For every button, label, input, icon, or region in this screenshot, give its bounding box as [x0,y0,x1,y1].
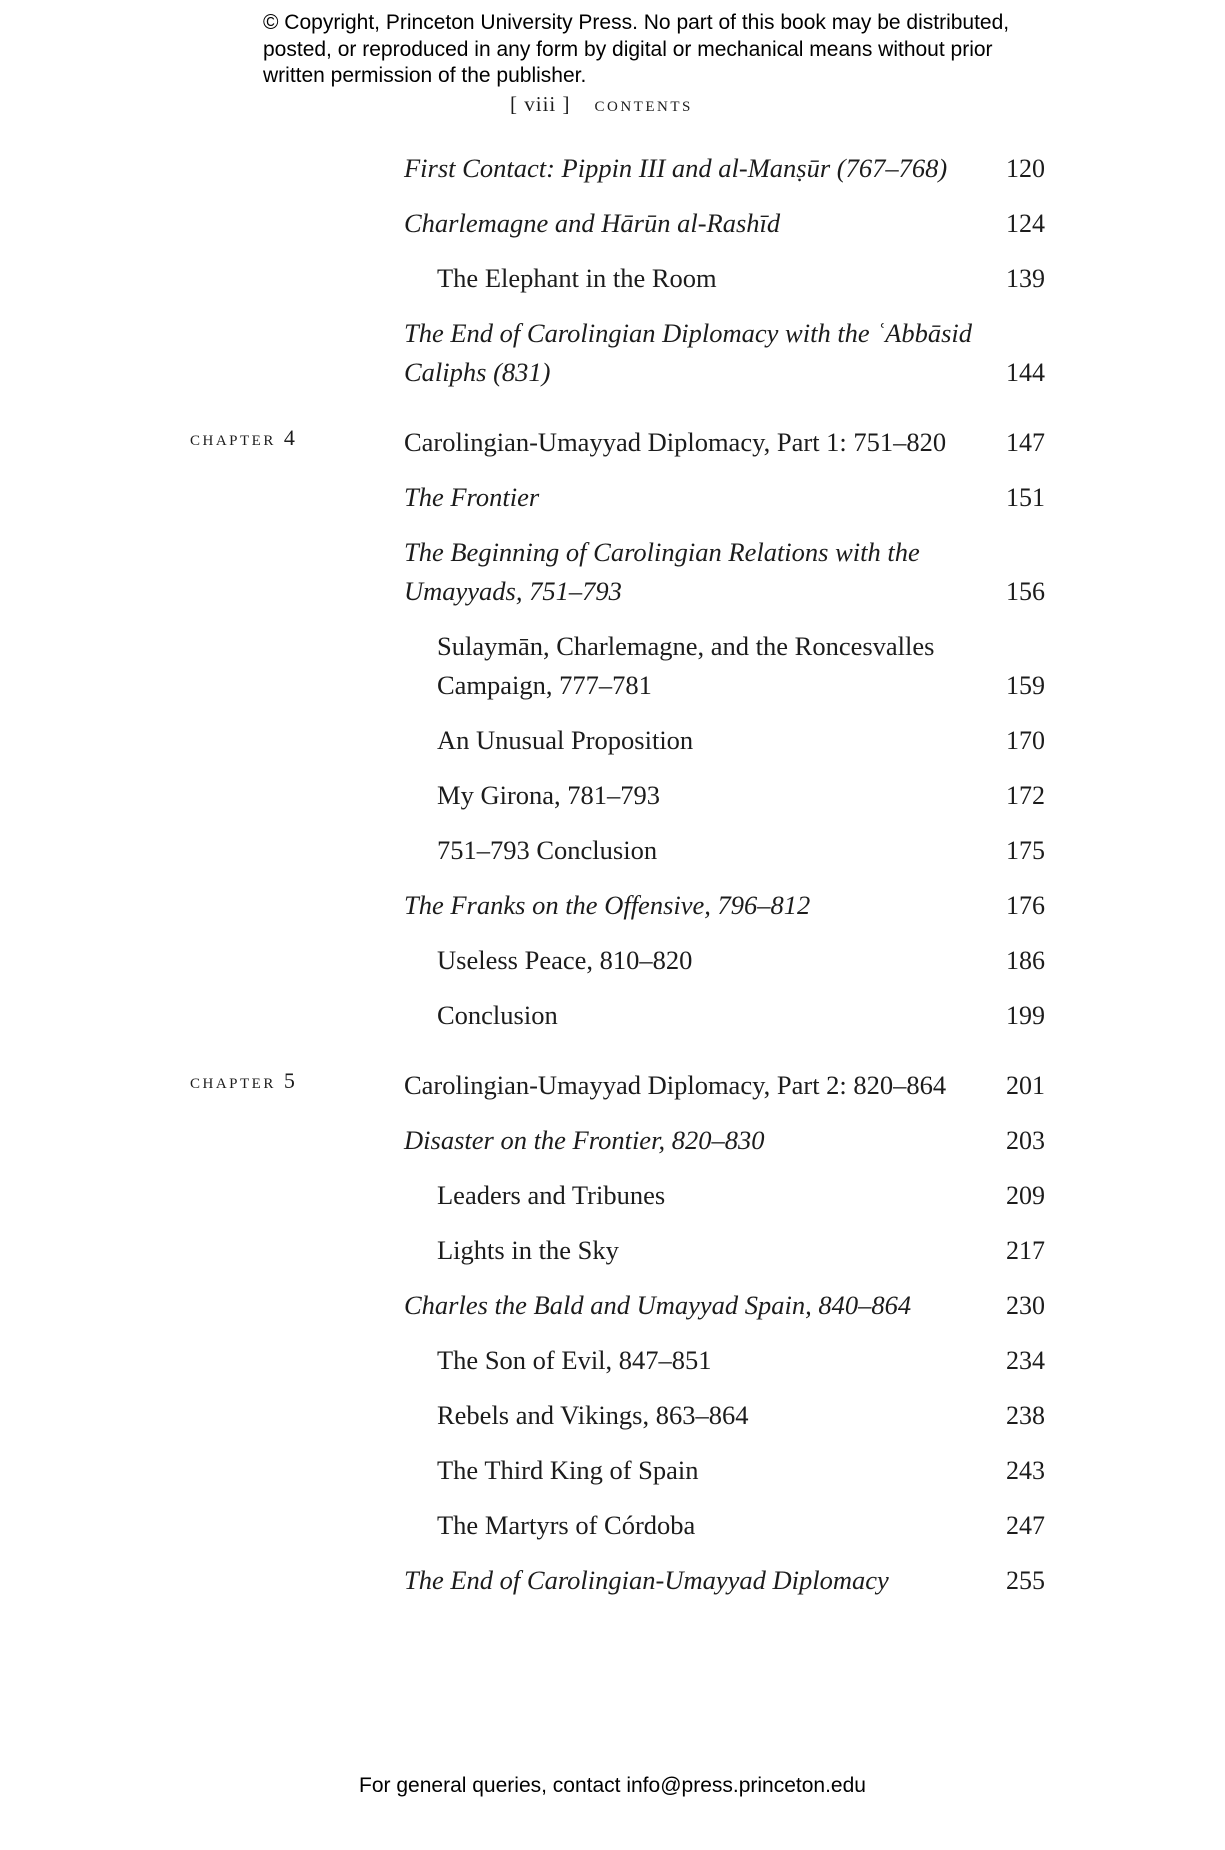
toc-entry-page: 255 [1006,1566,1045,1595]
toc-entry [0,941,1225,980]
toc-chapter-5 [0,1066,1225,1600]
toc-entry-page: 199 [1006,1001,1045,1030]
chapter-label: chapter 4 [190,425,298,450]
toc-entry-page: 144 [1006,358,1045,387]
toc-entry [0,1451,1225,1490]
toc-entry [0,533,1225,611]
chapter-label: chapter 5 [190,1068,298,1093]
toc-entry-title: The Martyrs of Córdoba [437,1510,696,1540]
toc-entry [0,721,1225,760]
toc-entry-title: The Beginning of Carolingian Relations with the Umayyads, 751–793 [404,537,920,606]
toc-entry-page: 203 [1006,1126,1045,1155]
toc-entry-page: 156 [1006,577,1045,606]
toc-entry-page: 151 [1006,483,1045,512]
toc-entry-title: Carolingian-Umayyad Diplomacy, Part 2: 820–864 [404,1070,947,1100]
toc-entry [0,1506,1225,1545]
toc-entry [0,627,1225,705]
toc-entry-page: 175 [1006,836,1045,865]
toc-entry-page: 176 [1006,891,1045,920]
toc-entry-page: 201 [1006,1071,1045,1100]
toc-entry-title: The Elephant in the Room [437,263,717,293]
toc-entry-title: The End of Carolingian Diplomacy with the ʿAbbāsid Caliphs (831) [404,318,973,387]
toc-chapter-4 [0,423,1225,1035]
toc-entry [0,478,1225,517]
toc-entry-title: Useless Peace, 810–820 [437,945,693,975]
toc-entry-title: The Franks on the Offensive, 796–812 [404,890,811,920]
toc-entry [0,314,1225,392]
toc-entry [0,886,1225,925]
toc-entry-title: The Frontier [404,482,540,512]
toc-entry-title: The Third King of Spain [437,1455,699,1485]
toc-entry [0,1396,1225,1435]
toc-entry-page: 147 [1006,428,1045,457]
toc-section-intro [0,149,1225,392]
toc-entry-page: 170 [1006,726,1045,755]
toc-entry-title: The End of Carolingian-Umayyad Diplomacy [404,1565,889,1595]
toc-entry-title: The Son of Evil, 847–851 [437,1345,712,1375]
toc-entry-page: 247 [1006,1511,1045,1540]
toc-entry [0,423,1225,462]
copyright-notice: © Copyright, Princeton University Press. No part of this book may be distributed, posted, or reproduced in any form by digital or mechanical means without prior written permission of the publisher. [263,11,1010,87]
footer-contact: For general queries, contact info@press.princeton.edu [359,1774,866,1797]
toc-entry-title: Conclusion [437,1000,558,1030]
toc-entry [0,1066,1225,1105]
toc-entry-page: 209 [1006,1181,1045,1210]
toc-entry-title: Lights in the Sky [437,1235,619,1265]
toc-entry [0,149,1225,188]
toc-entry-page: 139 [1006,264,1045,293]
toc-entry-page: 238 [1006,1401,1045,1430]
toc-entry-title: First Contact: Pippin III and al-Manṣūr (767–768) [404,153,948,183]
toc-entry-page: 120 [1006,154,1045,183]
toc-entry [0,776,1225,815]
page-number: [ viii ] [510,92,571,116]
toc-entry-page: 217 [1006,1236,1045,1265]
toc-entry-title: Charlemagne and Hārūn al-Rashīd [404,208,781,238]
table-of-contents [0,149,1225,1616]
toc-entry-title: Sulaymān, Charlemagne, and the Roncesvalles Campaign, 777–781 [437,631,935,700]
toc-entry-page: 124 [1006,209,1045,238]
toc-entry-page: 230 [1006,1291,1045,1320]
toc-entry-page: 172 [1006,781,1045,810]
toc-entry-title: Carolingian-Umayyad Diplomacy, Part 1: 751–820 [404,427,947,457]
toc-entry-page: 234 [1006,1346,1045,1375]
toc-entry [0,1121,1225,1160]
toc-entry-page: 243 [1006,1456,1045,1485]
toc-entry-title: Leaders and Tribunes [437,1180,666,1210]
toc-entry [0,996,1225,1035]
toc-entry [0,831,1225,870]
toc-entry-title: Disaster on the Frontier, 820–830 [404,1125,765,1155]
toc-entry [0,1341,1225,1380]
running-head-title: contents [594,92,693,116]
toc-entry-page: 159 [1006,671,1045,700]
toc-entry-title: Charles the Bald and Umayyad Spain, 840–864 [404,1290,912,1320]
toc-entry [0,204,1225,243]
toc-entry-title: Rebels and Vikings, 863–864 [437,1400,749,1430]
toc-entry [0,1231,1225,1270]
toc-entry [0,1561,1225,1600]
toc-entry-title: 751–793 Conclusion [437,835,658,865]
toc-entry [0,259,1225,298]
toc-entry [0,1286,1225,1325]
toc-entry-title: An Unusual Proposition [437,725,694,755]
toc-entry-page: 186 [1006,946,1045,975]
toc-entry-title: My Girona, 781–793 [437,780,661,810]
toc-entry [0,1176,1225,1215]
running-head [510,92,693,117]
